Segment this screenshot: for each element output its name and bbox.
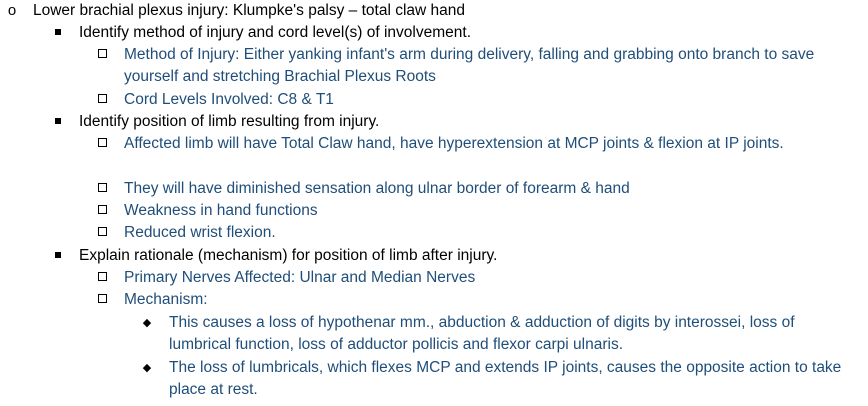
hollow-square-bullet-icon bbox=[96, 267, 108, 289]
sub-list-item-text: This causes a loss of hypothenar mm., abduction & adduction of digits by interossei, loss of lumbrical function, loss of adductor pollicis and flexor carpi ulnaris. bbox=[169, 314, 795, 354]
square-bullet-icon bbox=[53, 22, 63, 44]
square-bullet-icon bbox=[53, 111, 63, 133]
hollow-square-bullet-icon bbox=[96, 200, 108, 222]
hollow-square-bullet-icon bbox=[96, 289, 108, 311]
list-item-text: Reduced wrist flexion. bbox=[124, 224, 276, 241]
circle-bullet-icon: o bbox=[7, 2, 17, 19]
diamond-bullet-icon: ◆ bbox=[142, 362, 152, 374]
heading-text: Lower brachial plexus injury: Klumpke's palsy – total claw hand bbox=[33, 2, 466, 19]
hollow-square-bullet-icon bbox=[96, 222, 108, 244]
hollow-square-bullet-icon bbox=[96, 133, 108, 155]
list-item-text: Affected limb will have Total Claw hand, have hyperextension at MCP joints & flexion at IP joints. bbox=[124, 135, 784, 152]
section-title: Identify position of limb resulting from injury. bbox=[79, 113, 380, 130]
sub-list-item-text: The loss of lumbricals, which flexes MCP and extends IP joints, causes the opposite action to take place at rest. bbox=[169, 359, 842, 399]
list-item-text: They will have diminished sensation along ulnar border of forearm & hand bbox=[124, 180, 630, 197]
section-title: Identify method of injury and cord level(s) of involvement. bbox=[79, 24, 471, 41]
square-bullet-icon bbox=[53, 245, 63, 267]
section-title: Explain rationale (mechanism) for position of limb after injury. bbox=[79, 247, 498, 264]
list-item-text: Primary Nerves Affected: Ulnar and Median Nerves bbox=[124, 269, 476, 286]
list-item-text: Cord Levels Involved: C8 & T1 bbox=[124, 91, 334, 108]
hollow-square-bullet-icon bbox=[96, 44, 108, 66]
list-item-text: Mechanism: bbox=[124, 291, 208, 308]
diamond-bullet-icon: ◆ bbox=[142, 317, 152, 329]
hollow-square-bullet-icon bbox=[96, 178, 108, 200]
list-item-text: Weakness in hand functions bbox=[124, 202, 318, 219]
hollow-square-bullet-icon bbox=[96, 89, 108, 111]
list-item-text: Method of Injury: Either yanking infant's arm during delivery, falling and grabbing onto branch to save yourself and stretching Brachial Plexus Roots bbox=[124, 46, 815, 86]
